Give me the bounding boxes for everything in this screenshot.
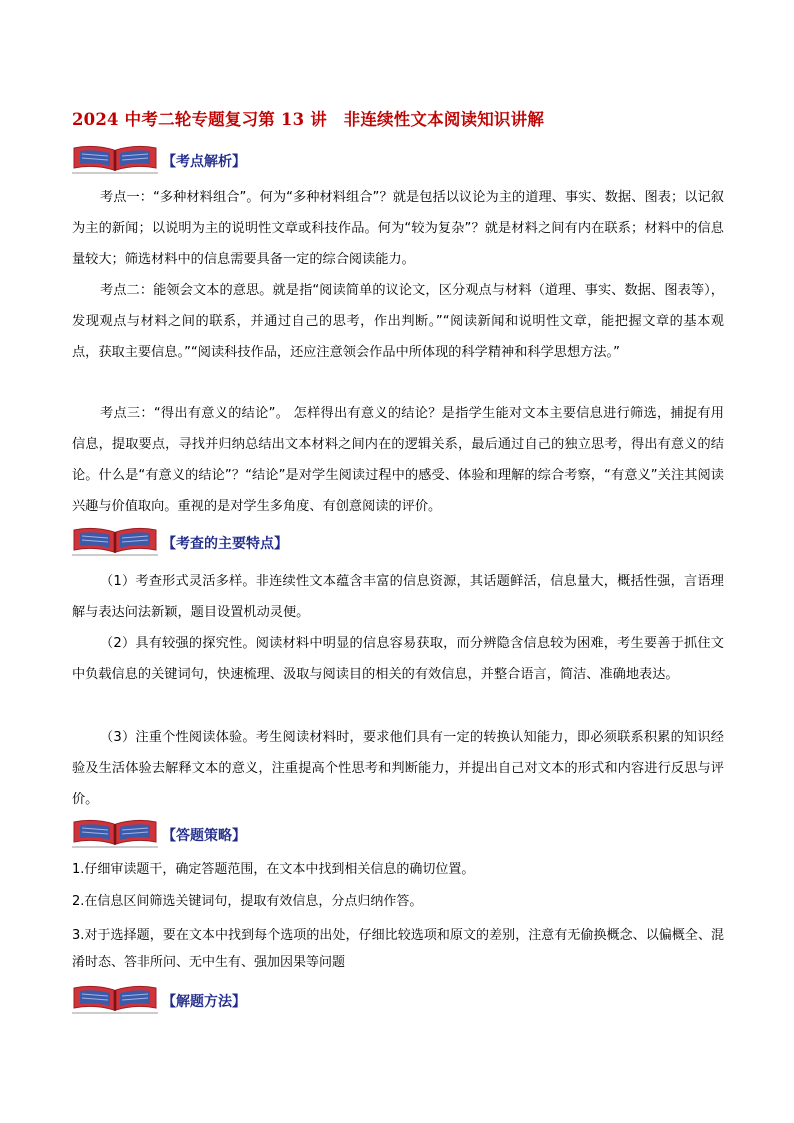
section-title: 【答题策略】 xyxy=(162,828,246,844)
section-header-analysis xyxy=(72,142,472,174)
page-title: 2024 中考二轮专题复习第 13 讲 非连续性文本阅读知识讲解 xyxy=(72,110,545,129)
open-book-icon xyxy=(72,816,158,848)
strategy-item: 1.仔细审读题干，确定答题范围，在文本中找到相关信息的确切位置。 xyxy=(72,862,475,877)
paragraph: （2）具有较强的探究性。阅读材料中明显的信息容易获取，而分辨隐含信息较为困难，考生要善于抓住文中负载信息的关键词句，快速梳理、汲取与阅读目的相关的有效信息，并整合语言，简洁、准确地表达。 xyxy=(72,636,724,682)
strategy-item: 3.对于选择题，要在文本中找到每个选项的出处，仔细比较选项和原文的差别，注意有无偷换概念、以偏概全、混淆时态、答非所问、无中生有、强加因果等问题 xyxy=(72,928,724,970)
section-header-features xyxy=(72,524,472,556)
open-book-icon xyxy=(72,524,158,556)
open-book-icon xyxy=(72,982,158,1014)
paragraph: 考点三：“得出有意义的结论”。 怎样得出有意义的结论？是指学生能对文本主要信息进行筛选，捕捉有用信息，提取要点，寻找并归纳总结出文本材料之间内在的逻辑关系，最后通过自己的独立思考，得出有意义的结论。什么是“有意义的结论”？“结论”是对学生阅读过程中的感受、体验和理解的综合考察，“有意义”关注其阅读兴趣与价值取向。重视的是对学生多角度、有创意阅读的评价。 xyxy=(72,406,724,514)
strategy-item: 2.在信息区间筛选关键词句，提取有效信息，分点归纳作答。 xyxy=(72,894,423,909)
paragraph: （1）考查形式灵活多样。非连续性文本蕴含丰富的信息资源，其话题鲜活，信息量大，概括性强，言语理解与表达问法新颖，题目设置机动灵便。 xyxy=(72,574,724,620)
paragraph: 考点二：能领会文本的意思。就是指“阅读简单的议论文，区分观点与材料（道理、事实、数据、图表等），发现观点与材料之间的联系，并通过自己的思考，作出判断。”“阅读新闻和说明性文章，能把握文章的基本观点，获取主要信息。”“阅读科技作品，还应注意领会作品中所体现的科学精神和科学思想方法。” xyxy=(72,283,724,360)
section-title: 【考查的主要特点】 xyxy=(162,536,288,552)
section-title: 【考点解析】 xyxy=(162,154,246,170)
open-book-icon xyxy=(72,142,158,174)
section-header-methods xyxy=(72,982,472,1014)
paragraph: 考点一：“多种材料组合”。何为“多种材料组合”？就是包括以议论为主的道理、事实、数据、图表；以记叙为主的新闻；以说明为主的说明性文章或科技作品。何为“较为复杂”？就是材料之间有内在联系；材料中的信息量较大；筛选材料中的信息需要具备一定的综合阅读能力。 xyxy=(72,190,724,267)
section-title: 【解题方法】 xyxy=(162,994,246,1010)
section-header-strategy xyxy=(72,816,472,848)
paragraph: （3）注重个性阅读体验。考生阅读材料时，要求他们具有一定的转换认知能力，即必须联系积累的知识经验及生活体验去解释文本的意义，注重提高个性思考和判断能力，并提出自己对文本的形式和内容进行反思与评价。 xyxy=(72,730,724,807)
